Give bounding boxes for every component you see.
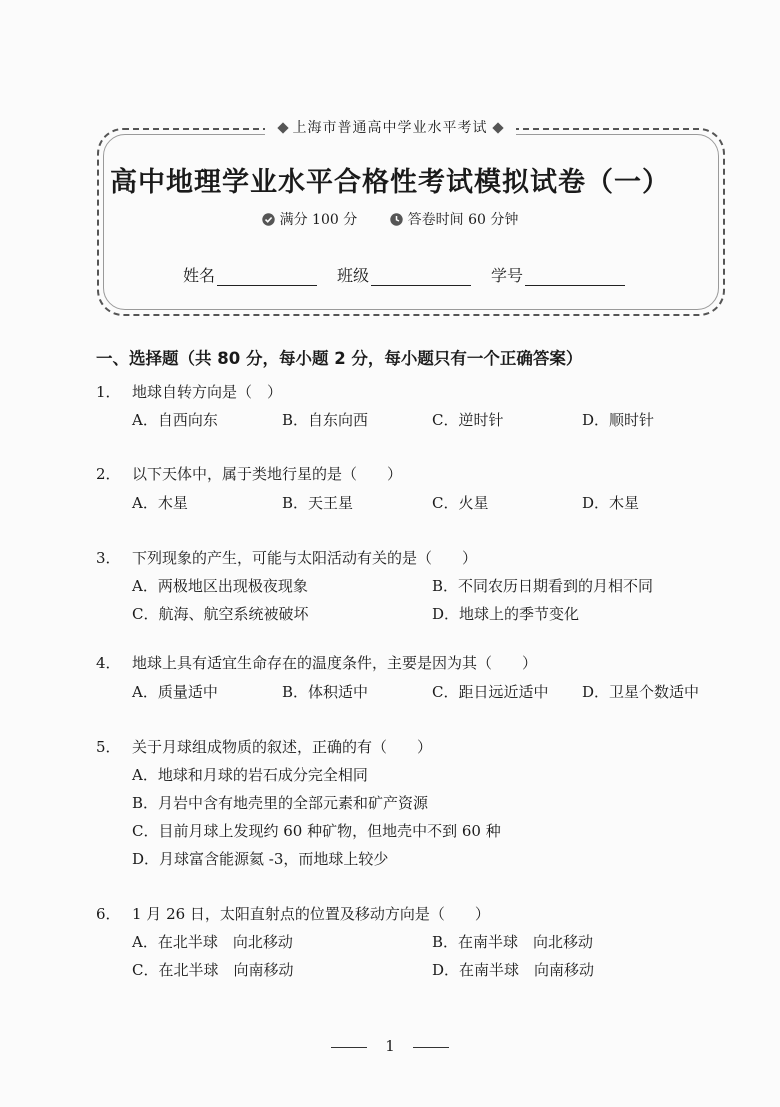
option[interactable]: D．木星 <box>582 494 640 512</box>
section-heading: 一、选择题（共 80 分，每小题 2 分，每小题只有一个正确答案） <box>96 349 583 368</box>
option[interactable]: D．卫星个数适中 <box>582 683 700 701</box>
option[interactable]: A．地球和月球的岩石成分完全相同 <box>132 766 368 784</box>
exam-series <box>0 117 780 137</box>
question-6 <box>96 903 490 924</box>
option[interactable]: D．在南半球 向南移动 <box>432 961 595 979</box>
option[interactable]: C．距日远近适中 <box>432 683 549 701</box>
exam-meta <box>0 209 780 230</box>
option[interactable]: C．目前月球上发现约 60 种矿物，但地壳中不到 60 种 <box>132 822 501 840</box>
question-stem: 1 月 26 日，太阳直射点的位置及移动方向是（ ） <box>132 905 490 923</box>
question-5 <box>96 736 432 757</box>
question-number: 1． <box>96 383 121 401</box>
option[interactable]: B．不同农历日期看到的月相不同 <box>432 577 654 595</box>
question-stem: 地球上具有适宜生命存在的温度条件，主要是因为其（ ） <box>132 654 538 672</box>
option[interactable]: B．月岩中含有地壳里的全部元素和矿产资源 <box>132 794 429 812</box>
option[interactable]: A．自西向东 <box>132 411 218 429</box>
student-info-fields <box>183 263 625 286</box>
diamond-icon <box>277 122 288 133</box>
question-stem: 地球自转方向是（ ） <box>132 383 283 401</box>
option[interactable]: B．自东向西 <box>282 411 369 429</box>
page-number: 1 <box>385 1037 395 1055</box>
student-id-label: 学号 <box>491 266 524 285</box>
clock-icon <box>390 213 403 226</box>
option[interactable]: C．在北半球 向南移动 <box>132 961 294 979</box>
question-2 <box>96 463 402 484</box>
page-footer <box>0 1037 780 1055</box>
check-circle-icon <box>262 213 275 226</box>
student-id-field[interactable] <box>491 263 625 286</box>
option[interactable]: D．地球上的季节变化 <box>432 605 580 623</box>
option[interactable]: A．质量适中 <box>132 683 218 701</box>
exam-title: 高中地理学业水平合格性考试模拟试卷（一） <box>110 167 670 198</box>
question-stem: 关于月球组成物质的叙述，正确的有（ ） <box>132 738 433 756</box>
question-number: 5． <box>96 738 121 756</box>
exam-series-text: 上海市普通高中学业水平考试 <box>292 120 488 136</box>
option[interactable]: A．木星 <box>132 494 188 512</box>
option[interactable]: C．航海、航空系统被破坏 <box>132 605 309 623</box>
name-field[interactable] <box>183 263 317 286</box>
option[interactable]: A．在北半球 向北移动 <box>132 933 293 951</box>
option[interactable]: A．两极地区出现极夜现象 <box>132 577 308 595</box>
option[interactable]: B．体积适中 <box>282 683 369 701</box>
question-1 <box>96 381 282 402</box>
option[interactable]: C．逆时针 <box>432 411 504 429</box>
question-4 <box>96 652 537 673</box>
question-number: 6． <box>96 905 121 923</box>
question-stem: 下列现象的产生，可能与太阳活动有关的是（ ） <box>132 549 478 567</box>
duration <box>390 209 519 229</box>
option[interactable]: D．顺时针 <box>582 411 655 429</box>
class-field[interactable] <box>337 263 471 286</box>
full-score-text: 满分 100 分 <box>279 212 358 228</box>
duration-text: 答卷时间 60 分钟 <box>407 212 519 228</box>
class-label: 班级 <box>337 266 370 285</box>
option[interactable]: D．月球富含能源氦 -3，而地球上较少 <box>132 850 389 868</box>
question-number: 3． <box>96 549 121 567</box>
question-number: 4． <box>96 654 121 672</box>
option[interactable]: B．在南半球 向北移动 <box>432 933 594 951</box>
name-label: 姓名 <box>183 266 216 285</box>
question-stem: 以下天体中，属于类地行星的是（ ） <box>132 465 403 483</box>
question-number: 2． <box>96 465 121 483</box>
question-3 <box>96 547 477 568</box>
option[interactable]: B．天王星 <box>282 494 354 512</box>
option[interactable]: C．火星 <box>432 494 489 512</box>
diamond-icon <box>492 122 503 133</box>
full-score <box>262 209 358 229</box>
